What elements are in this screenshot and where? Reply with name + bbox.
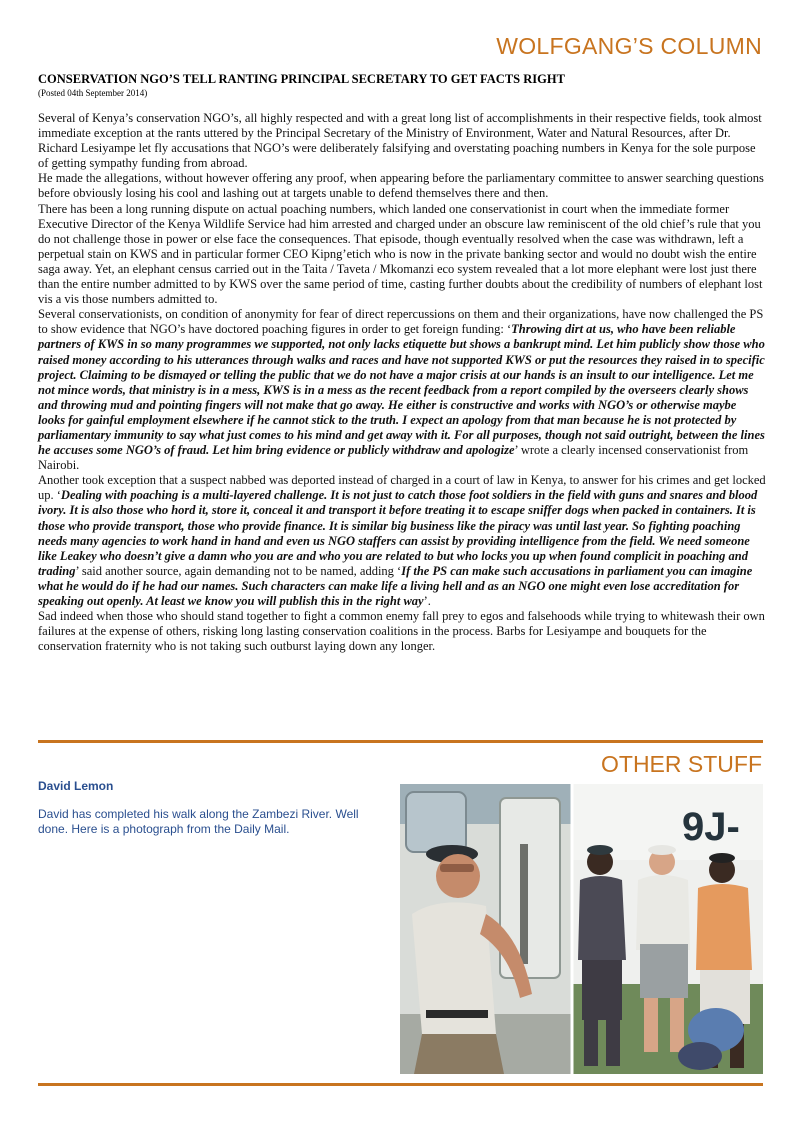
paragraph-4: [38, 307, 766, 473]
sidebar-name: David Lemon: [38, 779, 114, 793]
quote-1: Throwing dirt at us, who have been reliable partners of KWS in so many programmes we supported, not only lacks etiquette but shows a bankrupt mind. Let him publicly show those who raised money according to his utterances through walks and races and have not supported KWS or put the resources they raised in to specific project. Claiming to be dismayed or telling the public that we do not have a major crisis at our hands is an insult to our intelligence. Let me not mince words, that ministry is in a mess, KWS is in a mess as the recent feedback from a report compiled by the overseers clearly shows and throwing mud and pointing fingers will not make that go away. He either is constructive and works with NGO’s or otherwise maybe looks for gainful employment elsewhere if he cannot stick to the truth. I expect an apology from that man because he is not protected by parliamentary immunity to say what just comes to his mind and get away with it. For all purposes, though not said outright, between the lines he accuses some NGO’s of fraud. Let him bring evidence or publicly withdraw and apologize: [38, 322, 765, 458]
sidebar-text: David has completed his walk along the Zambezi River. Well done. Here is a photograph from the Daily Mail.: [38, 807, 359, 836]
paragraph-5-intro: Another took exception that a suspect nabbed was deported instead of charged in a court of law in Kenya, to answer for his crimes and get locked up. ‘: [38, 473, 766, 503]
paragraph-1: Several of Kenya’s conservation NGO’s, all highly respected and with a great long list of accomplishments in their respective fields, took almost immediate exception at the rants uttered by the Principal Secretary of the Ministry of Environment, Water and Natural Resources, after Dr. Richard Lesiyampe let fly accusations that NGO’s were deliberately falsifying and overstating poaching numbers in Kenya for the sole purpose of getting sympathy funding from abroad.: [38, 111, 762, 171]
other-stuff-title: OTHER STUFF: [601, 751, 762, 777]
aircraft-registration: 9J-: [682, 805, 740, 849]
paragraph-4-outro: ’ wrote a clearly incensed conservationist from Nairobi.: [38, 443, 749, 473]
paragraph-5: [38, 473, 766, 609]
column-title: WOLFGANG’S COLUMN: [496, 33, 762, 59]
section-divider-bottom: [38, 1083, 763, 1086]
paragraph-5-outro: ’.: [423, 594, 431, 608]
quote-2: Dealing with poaching is a multi-layered challenge. It is not just to catch those foot soldiers in the field with guns and snares and blood ivory. It is also those who hord it, store it, conceal it and transport it before treating it to escape sniffer dogs when packed in containers. It is those who provide transport, those who provide finance. It is similar big business like the piracy was until last year. So fighting poaching needs many agencies to work hand in hand and even us NGO staffers can assist by providing intelligence from the field. We need someone like Leakey who doesn’t give a damn who you are and who you are related to but who locks you up when found complicit in poaching and trading: [38, 488, 758, 578]
article-title: CONSERVATION NGO’S TELL RANTING PRINCIPAL SECRETARY TO GET FACTS RIGHT: [38, 72, 565, 86]
article-date: (Posted 04th September 2014): [38, 88, 148, 98]
photo-david-lemon: [400, 784, 763, 1074]
article-body: [38, 111, 766, 654]
paragraph-2: He made the allegations, without however offering any proof, when appearing before the parliamentary committee to answer searching questions before obviously losing his cool and lashing out at targets unable to defend themselves there and then.: [38, 171, 764, 201]
paragraph-6: Sad indeed when those who should stand together to fight a common enemy fall prey to egos and falsehoods while trying to whitewash their own failures at the expense of others, risking long lasting conservation coalitions in the process. Barbs for Lesiyampe and bouquets for the conservation fraternity who is not taking such outburst laying down any longer.: [38, 609, 765, 654]
quote-3: If the PS can make such accusations in parliament you can imagine what he would do if he had our names. Such characters can make life a living hell and as an NGO one might even lose accreditation for speaking out openly. At least we know you will publish this in the right way: [38, 563, 753, 608]
paragraph-4-intro: Several conservationists, on condition of anonymity for fear of direct repercussions on them and their organizations, have now challenged the PS to show evidence that NGO’s have doctored poaching figures in order to get foreign funding: ‘: [38, 307, 764, 337]
paragraph-3: There has been a long running dispute on actual poaching numbers, which landed one conservationist in court when the immediate former Executive Director of the Kenya Wildlife Service had him arrested and charged under an obscure law reminiscent of the old chief’s rule that you do not challenge those in power or else face the consequences. That episode, though eventually resolved when the case was withdrawn, left a perpetual stain on KWS and in particular former CEO Kipng’etich who is now in the private banking sector and would no doubt wish the entire saga away. Yet, an elephant census carried out in the Taita / Taveta / Mkomanzi eco system revealed that a lot more elephant were lost just there than the entire number admitted to by KWS over the same period of time, casting further doubts about the credibility of numbers of elephant lost vis a vis those numbers admitted to.: [38, 201, 763, 307]
paragraph-5-middle: ’ said another source, again demanding not to be named, adding ‘: [75, 563, 402, 578]
section-divider-top: [38, 740, 763, 743]
